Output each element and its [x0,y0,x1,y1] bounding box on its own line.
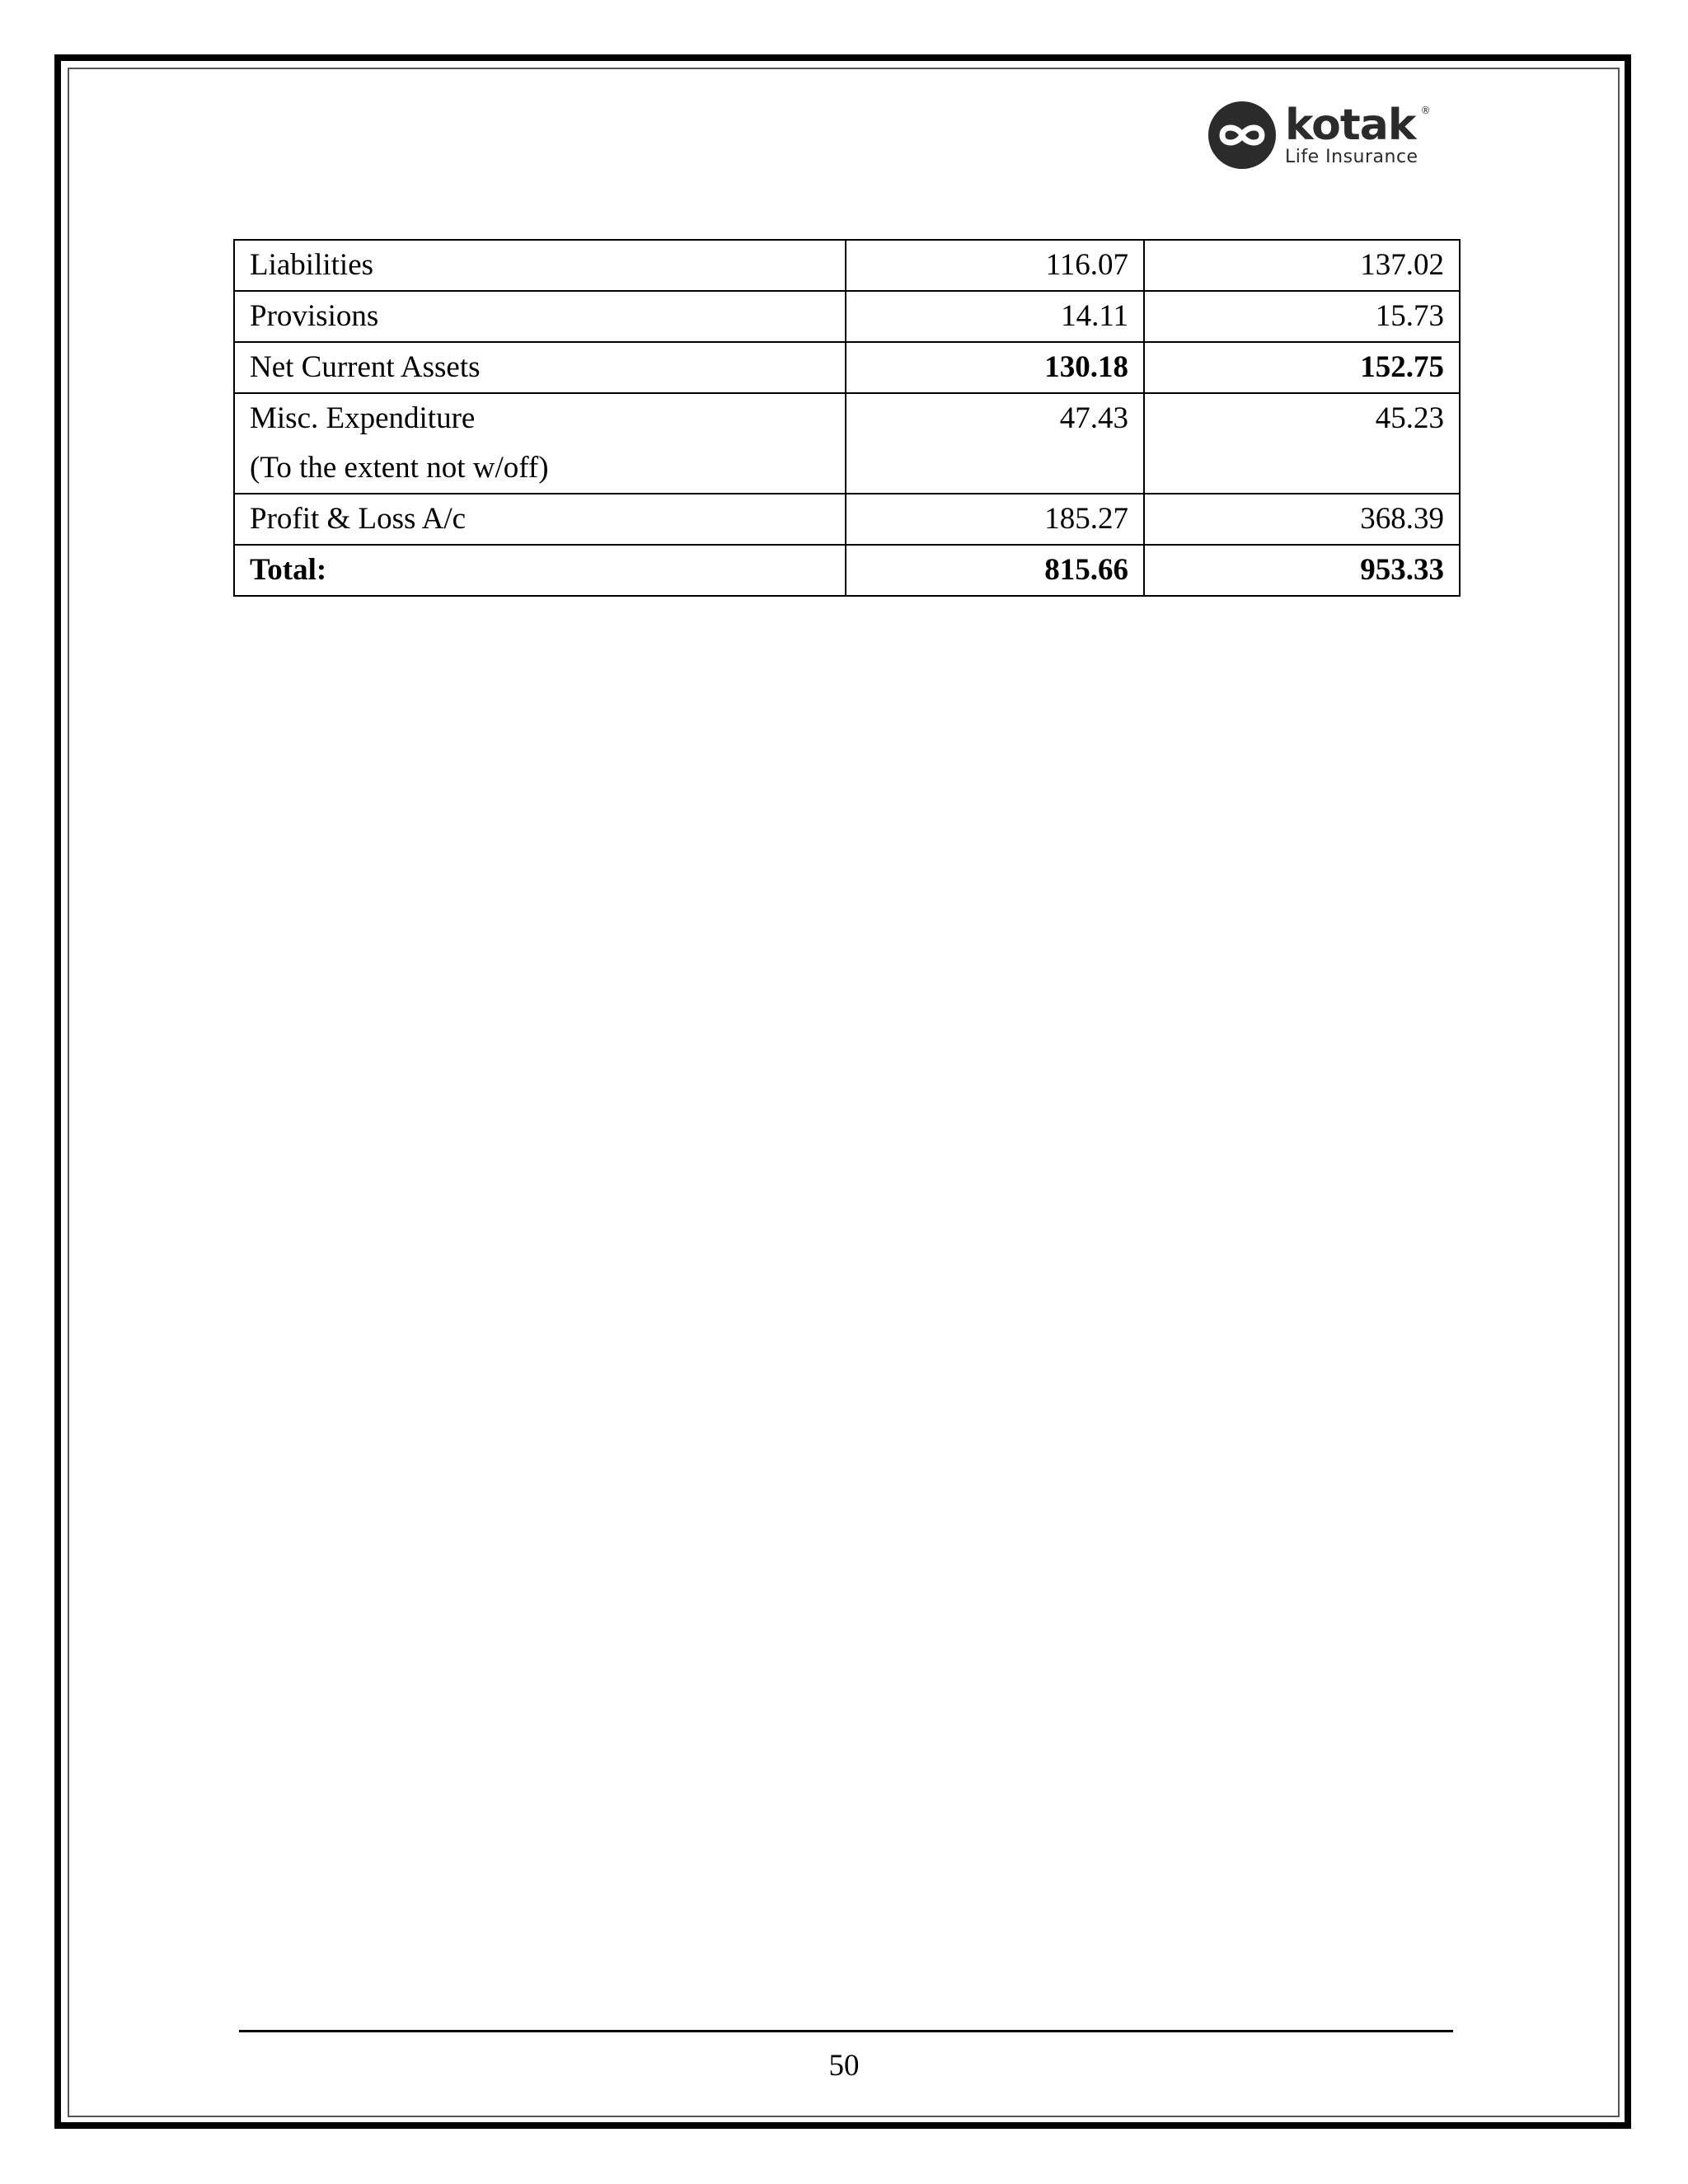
row-label: Total: [234,545,846,596]
row-label-line-1: Misc. Expenditure [250,401,476,435]
footer-rule [239,2030,1453,2032]
kotak-logo-brand: kotak ® [1285,101,1430,150]
page-number: 50 [828,2049,860,2083]
table-row [234,240,1460,291]
row-value-1: 185.27 [846,494,1144,545]
kotak-logo-subtitle: Life Insurance [1285,147,1418,167]
row-value-2: 137.02 [1144,240,1460,291]
table-row [234,291,1460,342]
financial-table [233,239,1461,597]
row-value-2: 152.75 [1144,342,1460,393]
registered-mark: ® [1420,105,1430,116]
row-value-2: 953.33 [1144,545,1460,596]
row-value-1: 130.18 [846,342,1144,393]
table-row-total [234,545,1460,596]
row-value-2: 45.23 [1144,393,1460,494]
table-row [234,342,1460,393]
row-label: Liabilities [234,240,846,291]
kotak-logo [1207,101,1451,170]
row-label: Provisions [234,291,846,342]
row-label: Net Current Assets [234,342,846,393]
table-row [234,494,1460,545]
row-value-2: 368.39 [1144,494,1460,545]
kotak-infinity-logo-icon [1207,101,1277,170]
row-label: Profit & Loss A/c [234,494,846,545]
row-label [234,393,846,494]
row-value-1: 47.43 [846,393,1144,494]
table-row [234,393,1460,494]
row-label-line-2: (To the extent not w/off) [250,451,549,485]
row-value-1: 116.07 [846,240,1144,291]
row-value-1: 815.66 [846,545,1144,596]
row-value-1: 14.11 [846,291,1144,342]
row-value-2: 15.73 [1144,291,1460,342]
kotak-logo-text [1285,101,1430,167]
